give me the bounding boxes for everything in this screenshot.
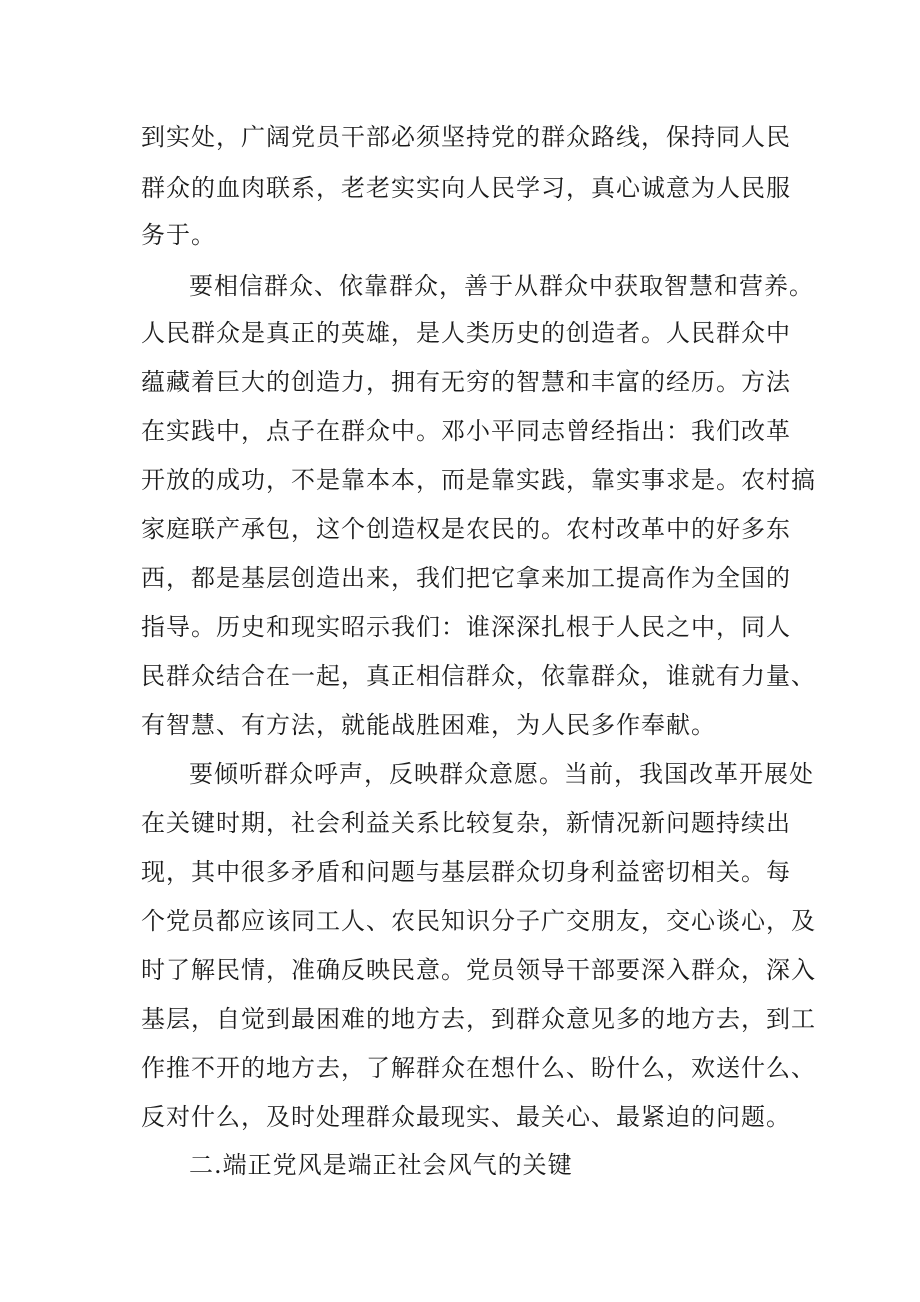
text-line: 西，都是基层创造出来，我们把它拿来加工提高作为全国的 (141, 564, 791, 592)
text-line: 有智慧、有方法，就能战胜困难，为人民多作奉献。 (141, 711, 716, 739)
text-line: 蕴藏着巨大的创造力，拥有无穷的智慧和丰富的经历。方法 (141, 368, 791, 396)
text-line: 家庭联产承包，这个创造权是农民的。农村改革中的好多东 (141, 515, 791, 543)
text-line: 开放的成功，不是靠本本，而是靠实践，靠实事求是。农村搞 (141, 466, 816, 494)
paragraph-start-line: 要相信群众、依靠群众，善于从群众中获取智慧和营养。 (189, 272, 814, 300)
text-line: 指导。历史和现实昭示我们：谁深深扎根于人民之中，同人 (141, 613, 791, 641)
text-line: 在实践中，点子在群众中。邓小平同志曾经指出：我们改革 (141, 417, 791, 445)
text-line: 基层，自觉到最困难的地方去，到群众意见多的地方去，到工 (141, 1005, 816, 1033)
paragraph-start-line: 要倾听群众呼声，反映群众意愿。当前，我国改革开展处 (189, 760, 814, 788)
text-line: 个党员都应该同工人、农民知识分子广交朋友，交心谈心，及 (141, 907, 816, 935)
text-line: 反对什么，及时处理群众最现实、最关心、最紧迫的问题。 (141, 1103, 791, 1131)
text-line: 民群众结合在一起，真正相信群众，依靠群众，谁就有力量、 (141, 662, 816, 690)
text-line: 现，其中很多矛盾和问题与基层群众切身利益密切相关。每 (141, 858, 791, 886)
text-line: 务于。 (141, 221, 216, 249)
text-line: 作推不开的地方去，了解群众在想什么、盼什么，欢送什么、 (141, 1054, 816, 1082)
text-line: 群众的血肉联系，老老实实向人民学习，真心诚意为人民服 (141, 174, 791, 202)
text-line: 时了解民情，准确反映民意。党员领导干部要深入群众，深入 (141, 956, 816, 984)
text-line: 人民群众是真正的英雄，是人类历史的创造者。人民群众中 (141, 319, 791, 347)
section-heading: 二.端正党风是端正社会风气的关键 (189, 1151, 573, 1179)
text-line: 到实处，广阔党员干部必须坚持党的群众路线，保持同人民 (141, 123, 791, 151)
text-line: 在关键时期，社会利益关系比较复杂，新情况新问题持续出 (141, 809, 791, 837)
